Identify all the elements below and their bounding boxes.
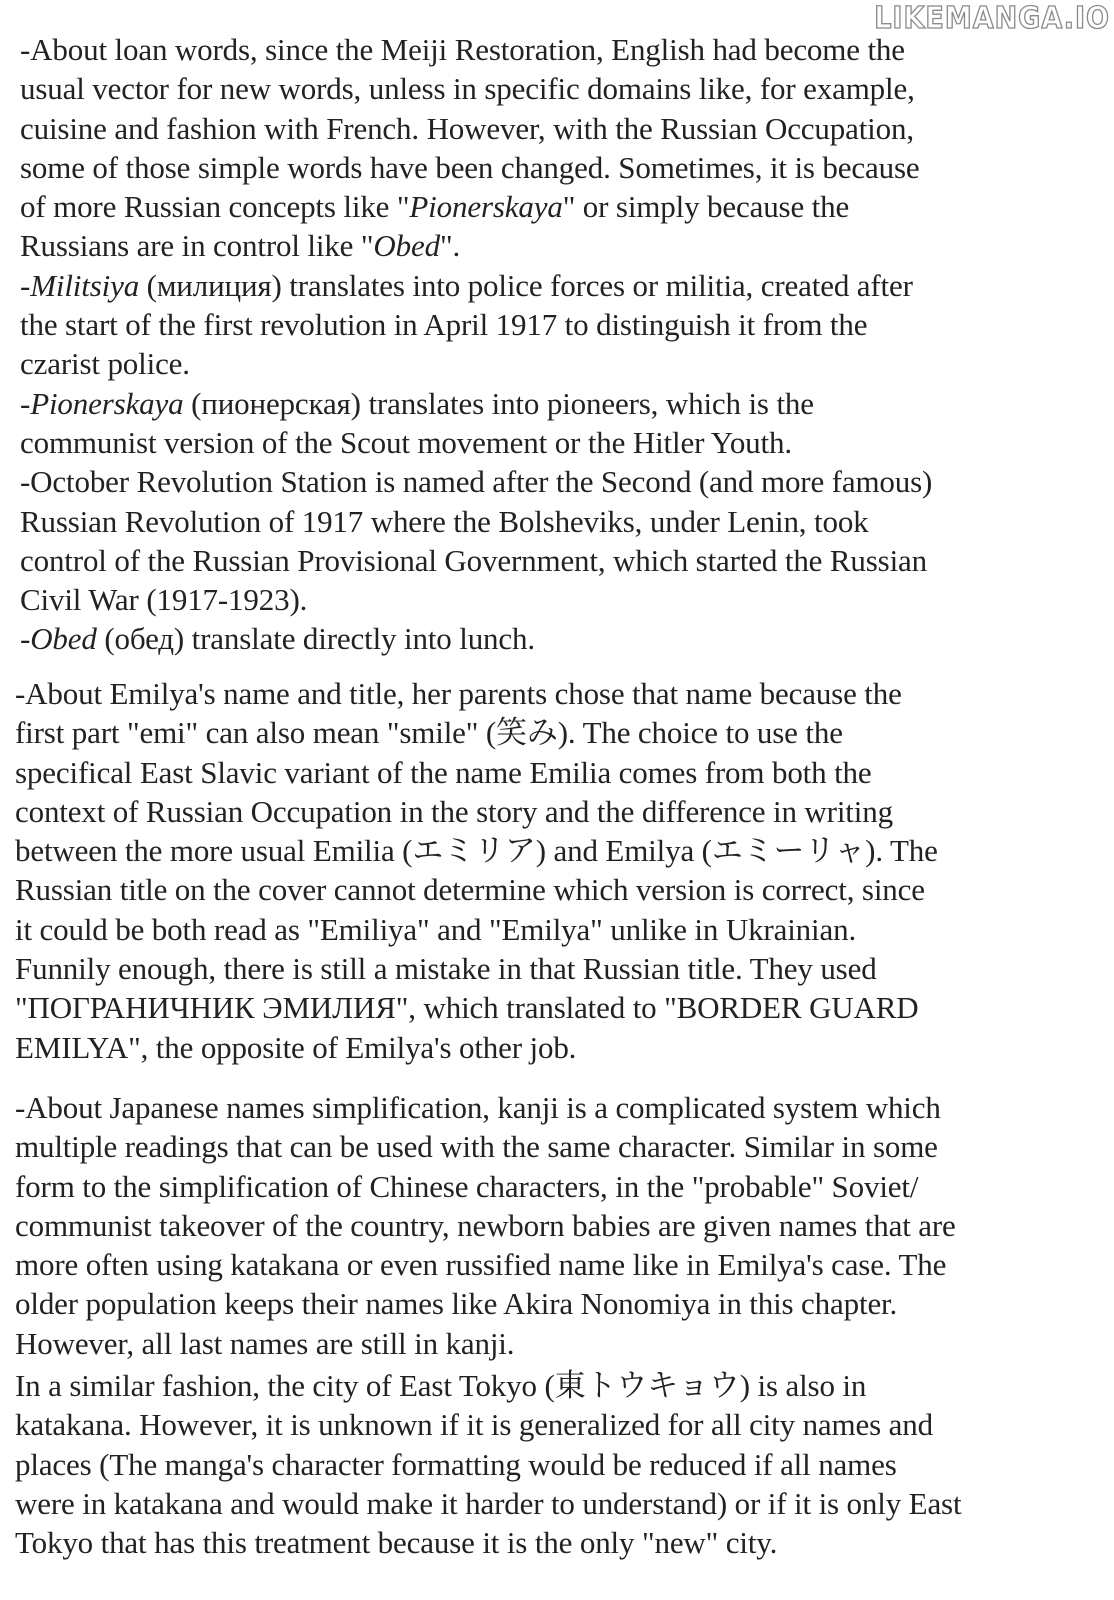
text-line: Russian Revolution of 1917 where the Bolsheviks, under Lenin, took (20, 503, 869, 539)
text-line: control of the Russian Provisional Government, which started the Russian (20, 542, 928, 578)
text-line: form to the simplification of Chinese characters, in the "probable" Soviet/ (15, 1168, 919, 1204)
text-line: Civil War (1917-1923). (20, 582, 308, 618)
text-line: EMILYA", the opposite of Emilya's other job. (15, 1029, 577, 1065)
text-line: cuisine and fashion with French. However, with the Russian Occupation, (20, 110, 914, 146)
text-line: Funnily enough, there is still a mistake in that Russian title. They used (15, 951, 877, 987)
text-line: communist takeover of the country, newborn babies are given names that are (15, 1207, 956, 1243)
term-pionerskaya: Pionerskaya (30, 385, 184, 421)
text-line: Russians are in control like "Obed". (20, 228, 461, 264)
text-line: usual vector for new words, unless in specific domains like, for example, (20, 71, 915, 107)
text-line: -About Japanese names simplification, kanji is a complicated system which (15, 1090, 941, 1125)
text-line: specifical East Slavic variant of the name Emilia comes from both the (15, 754, 872, 790)
site-watermark: LIKEMANGA.IO (874, 1, 1110, 36)
loan-words-section (0, 30, 1114, 659)
term-obed: Obed (30, 621, 97, 657)
text-line: context of Russian Occupation in the story and the difference in writing (15, 793, 893, 829)
text-line: Tokyo that has this treatment because it is the only "new" city. (15, 1525, 778, 1561)
text-line: between the more usual Emilia (エミリア) and Emilya (エミーリャ). The (15, 833, 938, 869)
text-line: -About Emilya's name and title, her parents chose that name because the (15, 676, 902, 711)
text-line: Russian title on the cover cannot determine which version is correct, since (15, 872, 925, 908)
text-line: katakana. However, it is unknown if it is generalized for all city names and (15, 1407, 933, 1443)
text-line: -Obed (обед) translate directly into lunch. (20, 621, 535, 657)
term-pionerskaya: Pionerskaya (409, 189, 563, 225)
text-line: In a similar fashion, the city of East Tokyo (東トウキョウ) is also in (15, 1368, 867, 1404)
term-obed: Obed (373, 228, 440, 264)
text-line: older population keeps their names like Akira Nonomiya in this chapter. (15, 1286, 898, 1322)
text-line: -Pionerskaya (пионерская) translates into pioneers, which is the (20, 385, 814, 421)
text-line: more often using katakana or even russified name like in Emilya's case. The (15, 1247, 947, 1283)
text-line: "ПОГРАНИЧНИК ЭМИЛИЯ", which translated to "BORDER GUARD (15, 990, 919, 1026)
text-line: multiple readings that can be used with the same character. Similar in some (15, 1129, 938, 1165)
text-line: -About loan words, since the Meiji Restoration, English had become the (20, 32, 905, 67)
japanese-names-section (0, 1088, 1114, 1563)
text-line: first part "emi" can also mean "smile" (笑み). The choice to use the (15, 715, 843, 751)
text-line: of more Russian concepts like "Pionerskaya" or simply because the (20, 189, 850, 225)
text-line: were in katakana and would make it harder to understand) or if it is only East (15, 1485, 962, 1521)
text-line: the start of the first revolution in April 1917 to distinguish it from the (20, 307, 868, 343)
term-militsiya: Militsiya (30, 267, 140, 303)
text-line: it could be both read as "Emiliya" and "Emilya" unlike in Ukrainian. (15, 911, 857, 947)
text-line: places (The manga's character formatting would be reduced if all names (15, 1446, 897, 1482)
text-line: However, all last names are still in kanji. (15, 1325, 515, 1361)
text-line: some of those simple words have been changed. Sometimes, it is because (20, 149, 920, 185)
emilya-name-section (0, 674, 1114, 1067)
text-line: communist version of the Scout movement or the Hitler Youth. (20, 424, 792, 460)
text-line: -Militsiya (милиция) translates into police forces or militia, created after (20, 267, 913, 303)
text-line: -October Revolution Station is named after the Second (and more famous) (20, 464, 933, 500)
text-line: czarist police. (20, 346, 190, 382)
